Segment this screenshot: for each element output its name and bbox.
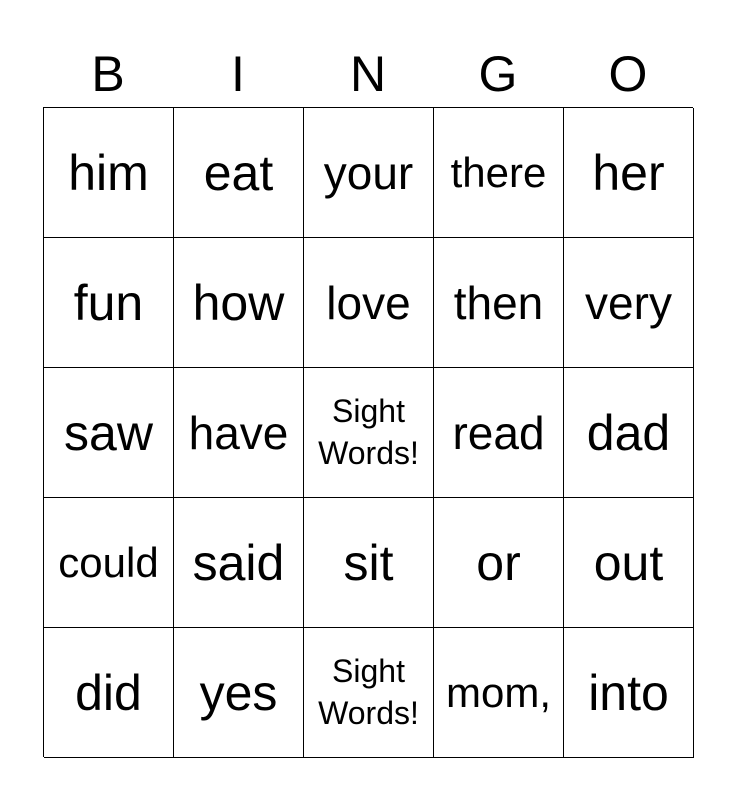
bingo-board	[43, 107, 693, 757]
cell-word: then	[453, 276, 544, 329]
header-letter-n: N	[349, 46, 387, 102]
cell-word: fun	[73, 274, 144, 331]
bingo-cell[interactable]	[174, 238, 304, 368]
cell-word: could	[58, 538, 159, 586]
cell-word: yes	[199, 664, 278, 721]
bingo-cell[interactable]	[434, 628, 564, 758]
bingo-cell[interactable]	[174, 498, 304, 628]
bingo-cell[interactable]	[434, 498, 564, 628]
bingo-header	[43, 42, 693, 106]
free-space-cell[interactable]	[304, 368, 434, 498]
cell-word: mom,	[446, 668, 551, 716]
bingo-cell[interactable]	[174, 628, 304, 758]
cell-word: sit	[343, 534, 394, 591]
cell-word: very	[585, 276, 672, 329]
bingo-cell[interactable]	[44, 108, 174, 238]
bingo-cell[interactable]	[564, 238, 694, 368]
header-letter-o: O	[608, 46, 648, 102]
cell-word: into	[588, 664, 669, 721]
bingo-cell[interactable]	[174, 368, 304, 498]
cell-word: or	[476, 534, 521, 591]
cell-word: love	[326, 276, 411, 329]
header-letter-b: B	[91, 46, 125, 102]
bingo-cell[interactable]	[304, 498, 434, 628]
bingo-cell[interactable]	[174, 108, 304, 238]
cell-word: there	[450, 148, 547, 196]
cell-word: dad	[586, 404, 671, 461]
cell-word: read	[452, 406, 545, 459]
bingo-cell[interactable]	[564, 108, 694, 238]
bingo-cell[interactable]	[434, 368, 564, 498]
free-space-label: Sight Words!	[318, 392, 419, 471]
cell-word: have	[188, 406, 289, 459]
bingo-cell[interactable]	[304, 108, 434, 238]
bingo-cell[interactable]	[44, 238, 174, 368]
cell-word: saw	[64, 404, 153, 461]
cell-word: your	[323, 146, 414, 199]
free-space-label: Sight Words!	[318, 652, 419, 731]
bingo-cell[interactable]	[44, 498, 174, 628]
header-letter-g: G	[478, 46, 518, 102]
bingo-cell[interactable]	[434, 238, 564, 368]
bingo-cell[interactable]	[564, 368, 694, 498]
bingo-cell[interactable]	[564, 628, 694, 758]
cell-word: him	[68, 144, 149, 201]
cell-word: her	[592, 144, 665, 201]
bingo-cell[interactable]	[44, 368, 174, 498]
cell-word: said	[192, 534, 285, 591]
cell-word: did	[75, 664, 142, 721]
bingo-cell[interactable]	[434, 108, 564, 238]
cell-word: how	[192, 274, 285, 331]
header-letter-i: I	[231, 46, 245, 102]
cell-word: eat	[203, 144, 274, 201]
bingo-cell[interactable]	[564, 498, 694, 628]
cell-word: out	[593, 534, 664, 591]
free-space-cell[interactable]	[304, 628, 434, 758]
bingo-cell[interactable]	[44, 628, 174, 758]
bingo-cell[interactable]	[304, 238, 434, 368]
